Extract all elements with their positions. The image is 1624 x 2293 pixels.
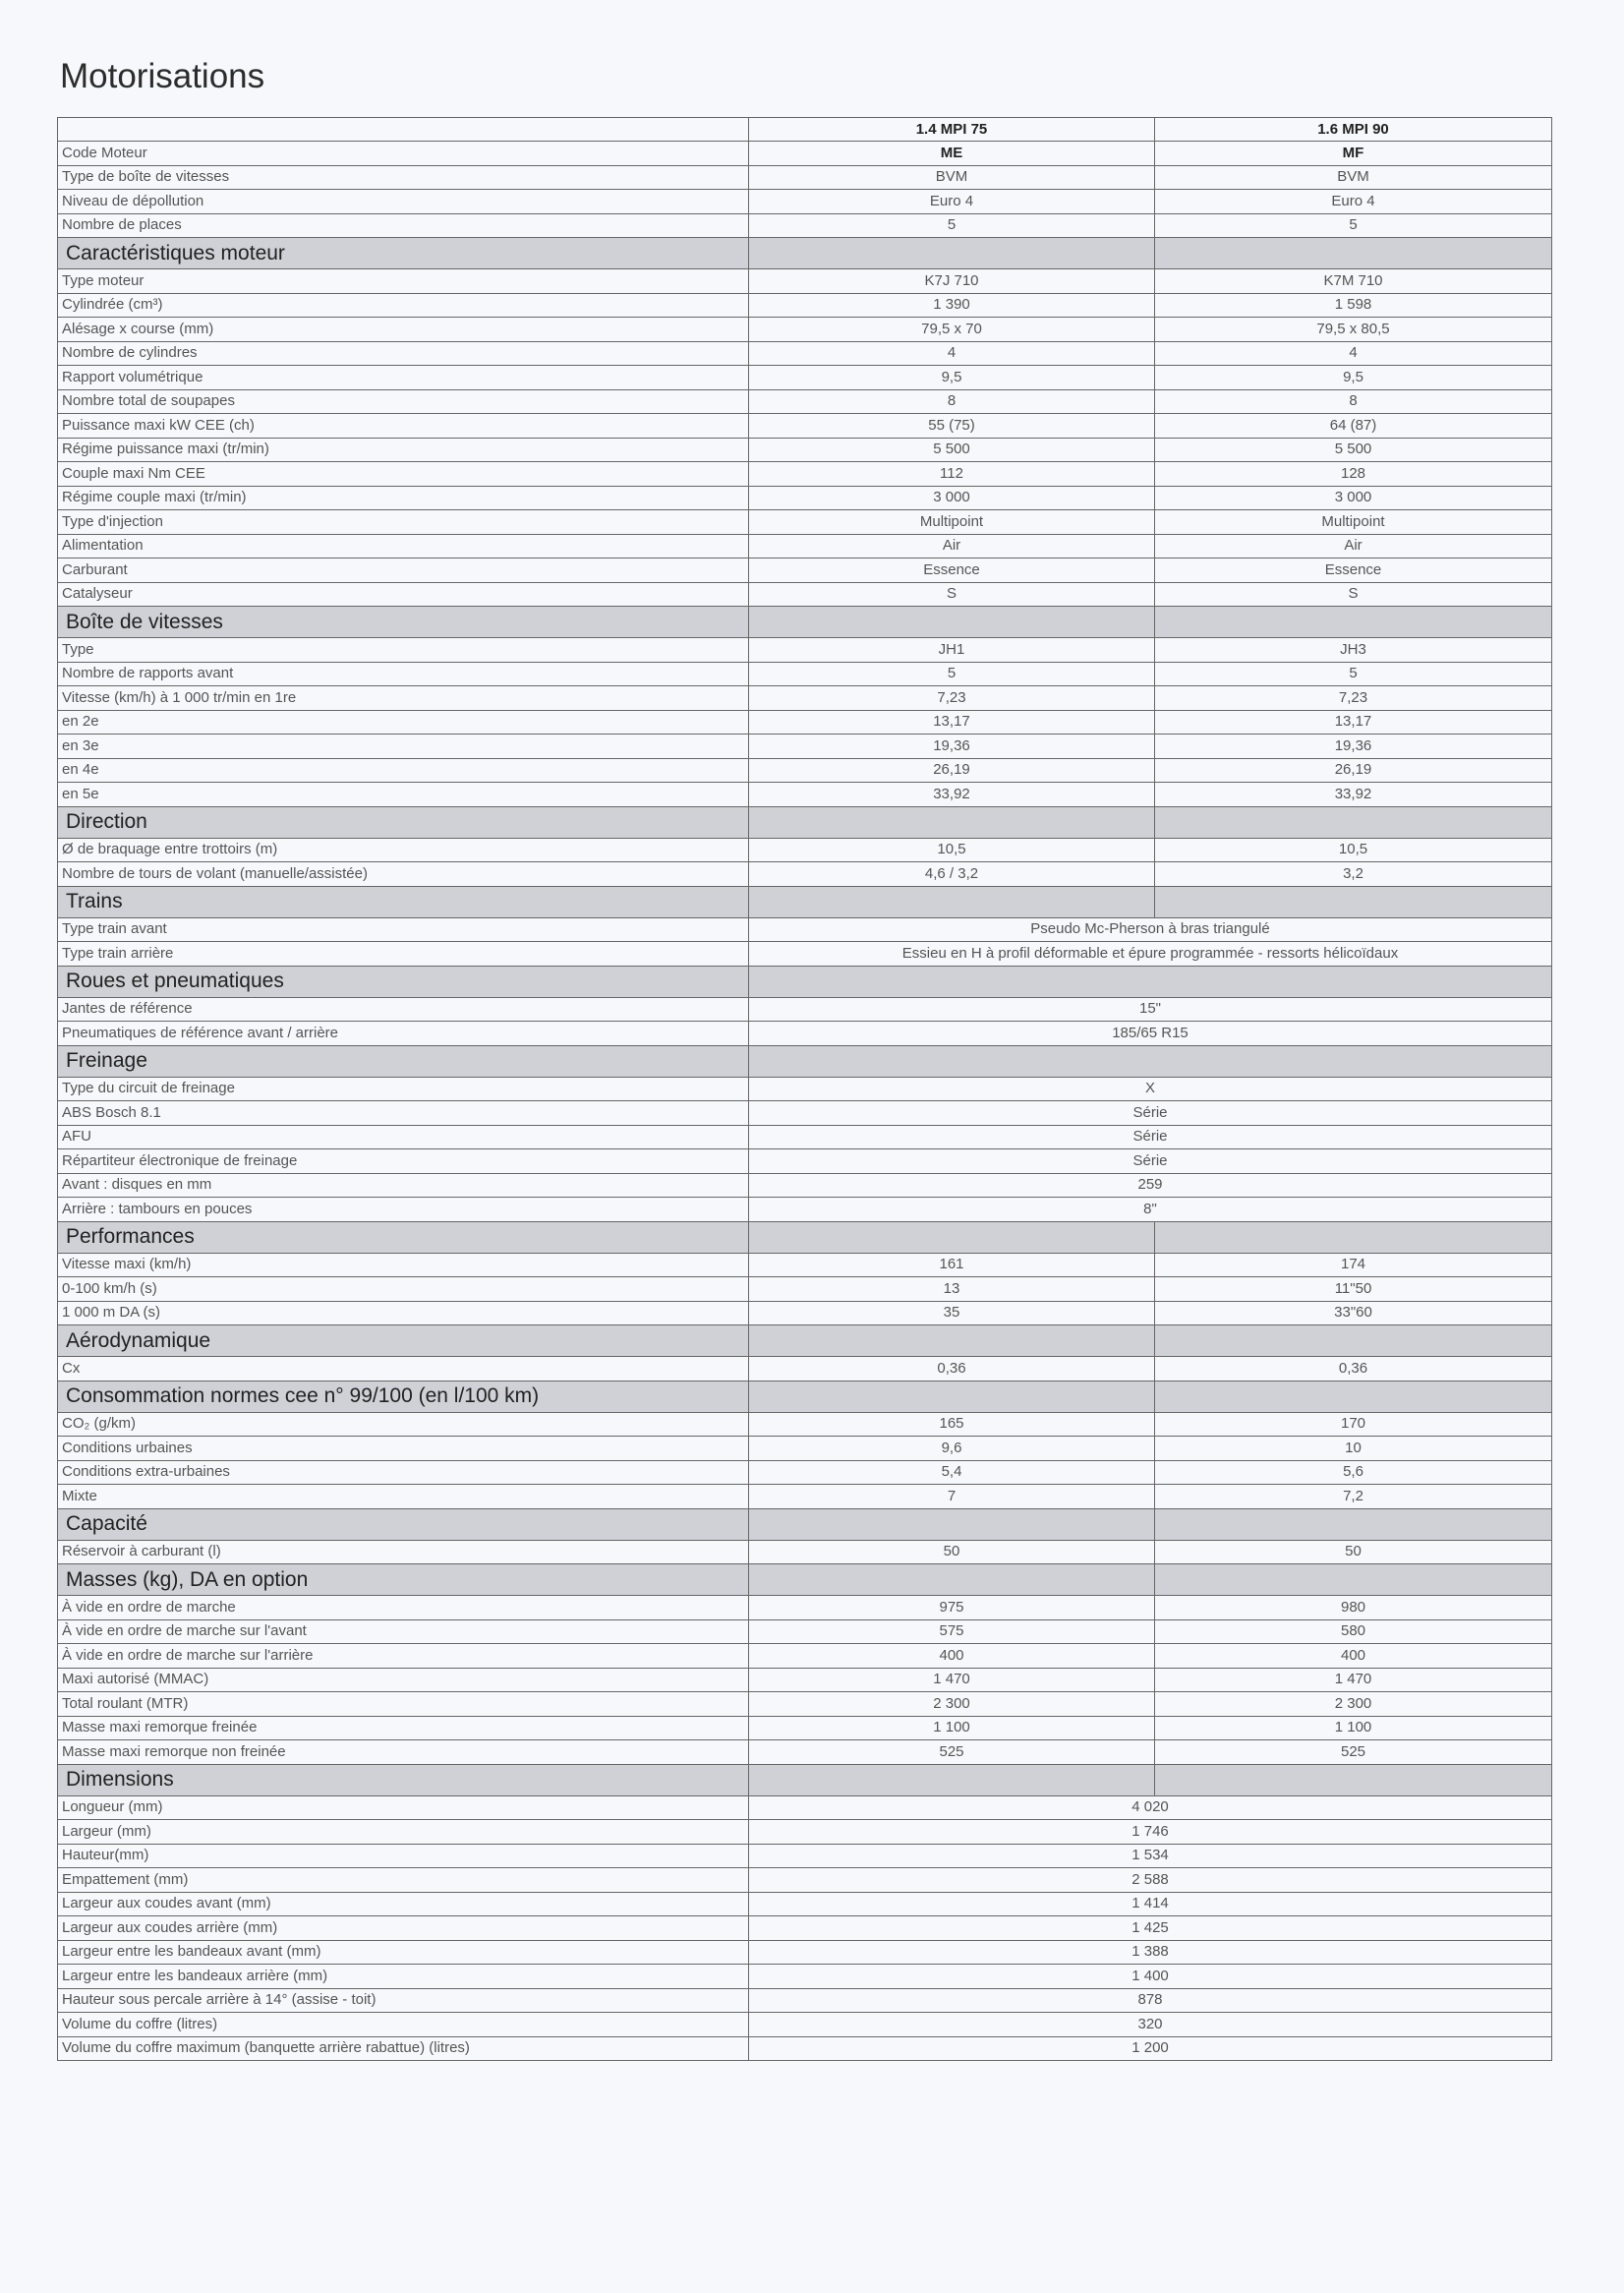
spec-value-1: 26,19 <box>749 758 1155 783</box>
spec-row <box>58 1412 1552 1437</box>
spec-row <box>58 389 1552 414</box>
spec-value-2: 4 <box>1155 341 1552 366</box>
spec-value-merged: Série <box>749 1149 1552 1174</box>
spec-row <box>58 2036 1552 2061</box>
spec-value-1: 5 500 <box>749 438 1155 462</box>
spec-value-1: 9,6 <box>749 1437 1155 1461</box>
spec-row <box>58 1716 1552 1740</box>
spec-value-2: 0,36 <box>1155 1357 1552 1382</box>
header-empty-cell <box>58 118 749 142</box>
spec-row <box>58 1844 1552 1868</box>
spec-row <box>58 293 1552 318</box>
spec-value-2: 8 <box>1155 389 1552 414</box>
spec-row <box>58 1916 1552 1941</box>
spec-value-2: 5 500 <box>1155 438 1552 462</box>
spec-row <box>58 1740 1552 1765</box>
spec-row <box>58 1022 1552 1046</box>
spec-value-merged: Série <box>749 1101 1552 1126</box>
section-title: Roues et pneumatiques <box>58 966 749 997</box>
section-title: Boîte de vitesses <box>58 607 749 638</box>
spec-value-merged: 185/65 R15 <box>749 1022 1552 1046</box>
spec-value-1: 19,36 <box>749 735 1155 759</box>
spec-value-2: Euro 4 <box>1155 190 1552 214</box>
spec-label: en 2e <box>58 710 749 735</box>
section-title: Trains <box>58 886 749 917</box>
spec-value-2: 50 <box>1155 1540 1552 1564</box>
spec-label: Type du circuit de freinage <box>58 1077 749 1101</box>
spec-row <box>58 1149 1552 1174</box>
spec-row <box>58 559 1552 583</box>
spec-row <box>58 1301 1552 1325</box>
spec-value-2: JH3 <box>1155 638 1552 663</box>
column-header-row <box>58 118 1552 142</box>
spec-row <box>58 318 1552 342</box>
spec-value-1: 1 100 <box>749 1716 1155 1740</box>
spec-label: Type moteur <box>58 269 749 294</box>
spec-row <box>58 341 1552 366</box>
spec-value-1: 13,17 <box>749 710 1155 735</box>
spec-label: Régime couple maxi (tr/min) <box>58 486 749 510</box>
column-header-2: 1.6 MPI 90 <box>1155 118 1552 142</box>
section-header <box>58 1764 1552 1795</box>
section-header <box>58 966 1552 997</box>
spec-value-2: 1 470 <box>1155 1668 1552 1692</box>
spec-value-merged: 1 400 <box>749 1965 1552 1989</box>
section-header-fill-1 <box>749 1764 1155 1795</box>
spec-value-2: 9,5 <box>1155 366 1552 390</box>
spec-row <box>58 1596 1552 1620</box>
spec-value-merged: 1 200 <box>749 2036 1552 2061</box>
spec-table <box>57 117 1552 2061</box>
section-header-fill-1 <box>749 1325 1155 1357</box>
spec-value-1: 13 <box>749 1277 1155 1302</box>
spec-label: Nombre total de soupapes <box>58 389 749 414</box>
spec-value-1: 525 <box>749 1740 1155 1765</box>
spec-row <box>58 686 1552 711</box>
spec-value-1: 50 <box>749 1540 1155 1564</box>
spec-label: Empattement (mm) <box>58 1868 749 1893</box>
spec-label: Conditions extra-urbaines <box>58 1460 749 1485</box>
section-header-fill-2 <box>1155 1764 1552 1795</box>
spec-label: Largeur entre les bandeaux arrière (mm) <box>58 1965 749 1989</box>
spec-value-1: 1 470 <box>749 1668 1155 1692</box>
spec-value-2: 170 <box>1155 1412 1552 1437</box>
spec-value-1: 79,5 x 70 <box>749 318 1155 342</box>
spec-row <box>58 190 1552 214</box>
spec-row <box>58 1253 1552 1277</box>
spec-label: Jantes de référence <box>58 997 749 1022</box>
spec-value-1: 1 390 <box>749 293 1155 318</box>
spec-row <box>58 213 1552 238</box>
section-header-fill-2 <box>1155 1221 1552 1253</box>
section-header <box>58 1381 1552 1412</box>
spec-label: Volume du coffre (litres) <box>58 2013 749 2037</box>
spec-label: Avant : disques en mm <box>58 1173 749 1198</box>
spec-row <box>58 1277 1552 1302</box>
spec-value-1: 10,5 <box>749 838 1155 862</box>
section-header <box>58 1325 1552 1357</box>
spec-value-2: MF <box>1155 142 1552 166</box>
spec-value-2: 3 000 <box>1155 486 1552 510</box>
spec-value-merged: Pseudo Mc-Pherson à bras triangulé <box>749 917 1552 942</box>
spec-label: Régime puissance maxi (tr/min) <box>58 438 749 462</box>
spec-label: 0-100 km/h (s) <box>58 1277 749 1302</box>
section-header-fill-1 <box>749 238 1155 269</box>
spec-label: À vide en ordre de marche sur l'avant <box>58 1619 749 1644</box>
spec-value-2: 2 300 <box>1155 1692 1552 1717</box>
spec-label: Couple maxi Nm CEE <box>58 462 749 487</box>
section-header <box>58 1045 1552 1077</box>
section-header <box>58 886 1552 917</box>
spec-row <box>58 142 1552 166</box>
section-title: Direction <box>58 806 749 838</box>
section-header <box>58 806 1552 838</box>
spec-label: Puissance maxi kW CEE (ch) <box>58 414 749 439</box>
section-header <box>58 1221 1552 1253</box>
spec-value-merged: 1 534 <box>749 1844 1552 1868</box>
spec-label: Ø de braquage entre trottoirs (m) <box>58 838 749 862</box>
section-header-fill-2 <box>1155 806 1552 838</box>
spec-label: Carburant <box>58 559 749 583</box>
spec-value-merged: 8" <box>749 1198 1552 1222</box>
spec-label: Alimentation <box>58 534 749 559</box>
spec-value-2: 64 (87) <box>1155 414 1552 439</box>
spec-label: Largeur aux coudes arrière (mm) <box>58 1916 749 1941</box>
spec-row <box>58 582 1552 607</box>
spec-value-2: 13,17 <box>1155 710 1552 735</box>
section-header-fill <box>749 966 1552 997</box>
spec-label: en 3e <box>58 735 749 759</box>
section-header <box>58 607 1552 638</box>
spec-value-1: 5 <box>749 662 1155 686</box>
spec-value-1: 2 300 <box>749 1692 1155 1717</box>
spec-value-merged: Série <box>749 1125 1552 1149</box>
spec-value-1: Multipoint <box>749 510 1155 535</box>
section-header-fill-2 <box>1155 1325 1552 1357</box>
spec-row <box>58 1820 1552 1845</box>
section-title: Caractéristiques moteur <box>58 238 749 269</box>
spec-row <box>58 1668 1552 1692</box>
spec-row <box>58 1101 1552 1126</box>
spec-row <box>58 165 1552 190</box>
spec-value-2: 1 100 <box>1155 1716 1552 1740</box>
spec-label: ABS Bosch 8.1 <box>58 1101 749 1126</box>
spec-label: Cylindrée (cm³) <box>58 293 749 318</box>
spec-value-1: 575 <box>749 1619 1155 1644</box>
spec-value-1: 35 <box>749 1301 1155 1325</box>
spec-value-1: 0,36 <box>749 1357 1155 1382</box>
spec-value-1: Euro 4 <box>749 190 1155 214</box>
spec-row <box>58 735 1552 759</box>
spec-row <box>58 1357 1552 1382</box>
section-title: Masses (kg), DA en option <box>58 1564 749 1596</box>
section-header-fill-2 <box>1155 1381 1552 1412</box>
spec-label: Largeur (mm) <box>58 1820 749 1845</box>
spec-value-1: ME <box>749 142 1155 166</box>
spec-label: Niveau de dépollution <box>58 190 749 214</box>
spec-value-2: Essence <box>1155 559 1552 583</box>
spec-label: Longueur (mm) <box>58 1795 749 1820</box>
spec-row <box>58 1619 1552 1644</box>
section-title: Freinage <box>58 1045 749 1077</box>
section-header <box>58 238 1552 269</box>
spec-label: Catalyseur <box>58 582 749 607</box>
spec-value-2: S <box>1155 582 1552 607</box>
spec-label: Cx <box>58 1357 749 1382</box>
spec-value-1: 33,92 <box>749 783 1155 807</box>
spec-value-merged: 878 <box>749 1988 1552 2013</box>
spec-value-2: 33,92 <box>1155 783 1552 807</box>
spec-row <box>58 438 1552 462</box>
section-title: Aérodynamique <box>58 1325 749 1357</box>
spec-value-merged: 1 388 <box>749 1940 1552 1965</box>
spec-row <box>58 1540 1552 1564</box>
spec-value-2: 128 <box>1155 462 1552 487</box>
spec-row <box>58 1198 1552 1222</box>
spec-value-1: 3 000 <box>749 486 1155 510</box>
spec-value-2: 5 <box>1155 213 1552 238</box>
spec-row <box>58 1077 1552 1101</box>
spec-row <box>58 1868 1552 1893</box>
spec-label: Rapport volumétrique <box>58 366 749 390</box>
spec-value-1: 161 <box>749 1253 1155 1277</box>
spec-row <box>58 997 1552 1022</box>
spec-row <box>58 1173 1552 1198</box>
section-header-fill-2 <box>1155 607 1552 638</box>
spec-value-merged: 320 <box>749 2013 1552 2037</box>
spec-label: Type de boîte de vitesses <box>58 165 749 190</box>
spec-row <box>58 1892 1552 1916</box>
section-title: Performances <box>58 1221 749 1253</box>
spec-row <box>58 510 1552 535</box>
section-header-fill-1 <box>749 1221 1155 1253</box>
spec-value-2: Air <box>1155 534 1552 559</box>
spec-label: en 5e <box>58 783 749 807</box>
spec-value-2: 3,2 <box>1155 862 1552 887</box>
spec-label: Pneumatiques de référence avant / arrière <box>58 1022 749 1046</box>
spec-value-merged: 4 020 <box>749 1795 1552 1820</box>
spec-row <box>58 662 1552 686</box>
spec-label: Hauteur(mm) <box>58 1844 749 1868</box>
spec-label: Nombre de cylindres <box>58 341 749 366</box>
spec-value-merged: 15" <box>749 997 1552 1022</box>
spec-label: Largeur aux coudes avant (mm) <box>58 1892 749 1916</box>
spec-label: Alésage x course (mm) <box>58 318 749 342</box>
spec-value-merged: 259 <box>749 1173 1552 1198</box>
spec-value-2: 11"50 <box>1155 1277 1552 1302</box>
spec-value-1: 7 <box>749 1485 1155 1509</box>
spec-value-merged: X <box>749 1077 1552 1101</box>
spec-value-2: 26,19 <box>1155 758 1552 783</box>
spec-value-merged: Essieu en H à profil déformable et épure programmée - ressorts hélicoïdaux <box>749 942 1552 967</box>
spec-value-1: 8 <box>749 389 1155 414</box>
spec-value-1: 400 <box>749 1644 1155 1669</box>
spec-label: Type train avant <box>58 917 749 942</box>
spec-row <box>58 1795 1552 1820</box>
spec-label: Nombre de places <box>58 213 749 238</box>
section-header-fill-1 <box>749 1564 1155 1596</box>
spec-row <box>58 1485 1552 1509</box>
spec-row <box>58 1988 1552 2013</box>
spec-value-2: 1 598 <box>1155 293 1552 318</box>
spec-row <box>58 486 1552 510</box>
spec-label: Masse maxi remorque freinée <box>58 1716 749 1740</box>
spec-value-merged: 1 414 <box>749 1892 1552 1916</box>
spec-value-1: S <box>749 582 1155 607</box>
spec-value-1: Essence <box>749 559 1155 583</box>
spec-label: Nombre de rapports avant <box>58 662 749 686</box>
spec-label: Total roulant (MTR) <box>58 1692 749 1717</box>
spec-value-2: 79,5 x 80,5 <box>1155 318 1552 342</box>
section-header-fill-1 <box>749 806 1155 838</box>
spec-value-1: 165 <box>749 1412 1155 1437</box>
section-header-fill-1 <box>749 1508 1155 1540</box>
spec-row <box>58 462 1552 487</box>
spec-value-1: 112 <box>749 462 1155 487</box>
spec-value-2: 10,5 <box>1155 838 1552 862</box>
spec-value-merged: 1 746 <box>749 1820 1552 1845</box>
spec-value-1: JH1 <box>749 638 1155 663</box>
spec-label: Type d'injection <box>58 510 749 535</box>
spec-value-1: 5 <box>749 213 1155 238</box>
spec-label: AFU <box>58 1125 749 1149</box>
spec-value-2: 5,6 <box>1155 1460 1552 1485</box>
spec-row <box>58 1644 1552 1669</box>
spec-row <box>58 1692 1552 1717</box>
spec-value-1: 4 <box>749 341 1155 366</box>
spec-label: CO₂ (g/km) <box>58 1412 749 1437</box>
spec-label: Conditions urbaines <box>58 1437 749 1461</box>
spec-value-2: 33"60 <box>1155 1301 1552 1325</box>
page-title: Motorisations <box>60 57 265 95</box>
spec-row <box>58 862 1552 887</box>
spec-table-body <box>58 118 1552 2061</box>
spec-row <box>58 414 1552 439</box>
section-title: Capacité <box>58 1508 749 1540</box>
spec-label: Type <box>58 638 749 663</box>
spec-row <box>58 917 1552 942</box>
spec-label: Mixte <box>58 1485 749 1509</box>
spec-row <box>58 269 1552 294</box>
spec-value-1: 7,23 <box>749 686 1155 711</box>
section-header-fill-2 <box>1155 238 1552 269</box>
section-header-fill-1 <box>749 1381 1155 1412</box>
spec-value-1: 4,6 / 3,2 <box>749 862 1155 887</box>
spec-value-2: 580 <box>1155 1619 1552 1644</box>
spec-value-merged: 1 425 <box>749 1916 1552 1941</box>
section-header-fill-1 <box>749 886 1155 917</box>
spec-row <box>58 1460 1552 1485</box>
section-header <box>58 1508 1552 1540</box>
spec-value-1: 9,5 <box>749 366 1155 390</box>
section-header-fill-1 <box>749 607 1155 638</box>
spec-row <box>58 942 1552 967</box>
spec-value-1: 5,4 <box>749 1460 1155 1485</box>
spec-value-2: K7M 710 <box>1155 269 1552 294</box>
spec-value-merged: 2 588 <box>749 1868 1552 1893</box>
spec-value-2: 400 <box>1155 1644 1552 1669</box>
spec-row <box>58 838 1552 862</box>
spec-label: Répartiteur électronique de freinage <box>58 1149 749 1174</box>
section-header-fill-2 <box>1155 1564 1552 1596</box>
section-title: Consommation normes cee n° 99/100 (en l/100 km) <box>58 1381 749 1412</box>
section-title: Dimensions <box>58 1764 749 1795</box>
spec-row <box>58 534 1552 559</box>
section-header-fill-2 <box>1155 886 1552 917</box>
spec-row <box>58 758 1552 783</box>
spec-label: Maxi autorisé (MMAC) <box>58 1668 749 1692</box>
spec-label: Code Moteur <box>58 142 749 166</box>
spec-label: en 4e <box>58 758 749 783</box>
spec-value-1: 975 <box>749 1596 1155 1620</box>
spec-value-2: 5 <box>1155 662 1552 686</box>
spec-value-2: 7,23 <box>1155 686 1552 711</box>
spec-value-2: Multipoint <box>1155 510 1552 535</box>
spec-label: À vide en ordre de marche <box>58 1596 749 1620</box>
spec-row <box>58 783 1552 807</box>
spec-value-2: 525 <box>1155 1740 1552 1765</box>
spec-label: À vide en ordre de marche sur l'arrière <box>58 1644 749 1669</box>
spec-label: Volume du coffre maximum (banquette arrière rabattue) (litres) <box>58 2036 749 2061</box>
section-header-fill <box>749 1045 1552 1077</box>
spec-value-1: BVM <box>749 165 1155 190</box>
spec-value-1: Air <box>749 534 1155 559</box>
spec-label: Vitesse maxi (km/h) <box>58 1253 749 1277</box>
spec-row <box>58 1965 1552 1989</box>
column-header-1: 1.4 MPI 75 <box>749 118 1155 142</box>
spec-label: Nombre de tours de volant (manuelle/assistée) <box>58 862 749 887</box>
spec-row <box>58 638 1552 663</box>
spec-value-2: 19,36 <box>1155 735 1552 759</box>
spec-label: Type train arrière <box>58 942 749 967</box>
spec-row <box>58 1940 1552 1965</box>
spec-label: Largeur entre les bandeaux avant (mm) <box>58 1940 749 1965</box>
spec-row <box>58 1437 1552 1461</box>
section-header-fill-2 <box>1155 1508 1552 1540</box>
spec-row <box>58 1125 1552 1149</box>
spec-row <box>58 366 1552 390</box>
section-header <box>58 1564 1552 1596</box>
spec-value-1: K7J 710 <box>749 269 1155 294</box>
spec-label: Arrière : tambours en pouces <box>58 1198 749 1222</box>
spec-label: 1 000 m DA (s) <box>58 1301 749 1325</box>
spec-value-2: 10 <box>1155 1437 1552 1461</box>
spec-label: Vitesse (km/h) à 1 000 tr/min en 1re <box>58 686 749 711</box>
spec-value-2: BVM <box>1155 165 1552 190</box>
spec-label: Masse maxi remorque non freinée <box>58 1740 749 1765</box>
spec-row <box>58 2013 1552 2037</box>
spec-label: Réservoir à carburant (l) <box>58 1540 749 1564</box>
spec-value-2: 174 <box>1155 1253 1552 1277</box>
spec-value-2: 980 <box>1155 1596 1552 1620</box>
spec-value-2: 7,2 <box>1155 1485 1552 1509</box>
spec-value-1: 55 (75) <box>749 414 1155 439</box>
spec-label: Hauteur sous percale arrière à 14° (assise - toit) <box>58 1988 749 2013</box>
spec-row <box>58 710 1552 735</box>
